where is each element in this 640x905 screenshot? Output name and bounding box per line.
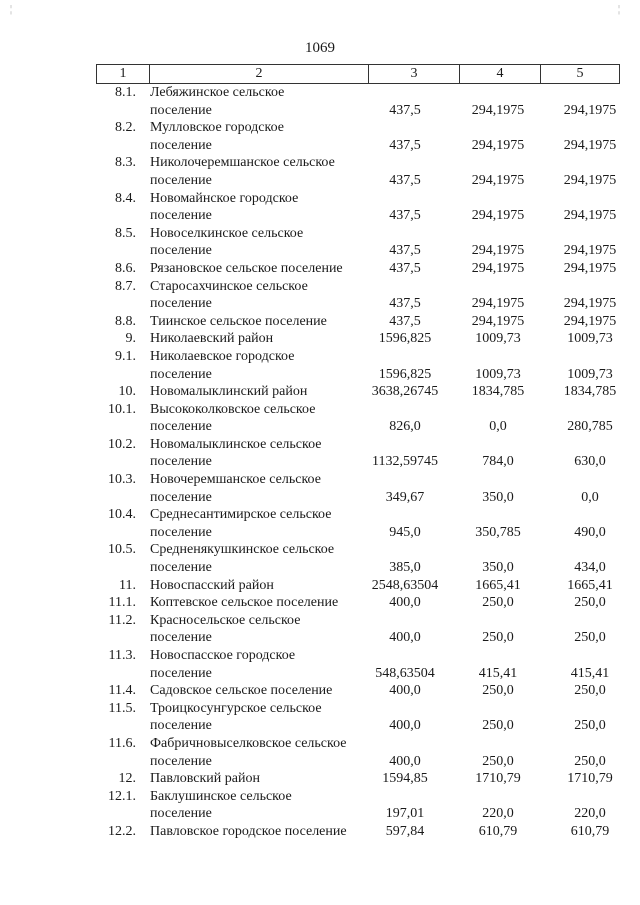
row-name-line: поселение [150, 806, 212, 822]
row-name-line: поселение [150, 137, 212, 153]
value-col5: 280,785 [567, 419, 613, 435]
row-number: 11.5. [108, 700, 136, 716]
row-name [150, 700, 365, 735]
row-name [150, 383, 365, 401]
row-number: 9.1. [115, 348, 136, 364]
row-name-line: Новоспасский район [150, 577, 274, 593]
row-number: 8.6. [115, 260, 136, 276]
row-name-line: поселение [150, 753, 212, 769]
row-name-line: Павловский район [150, 771, 260, 787]
value-col5: 294,1975 [563, 296, 617, 312]
row-name-line: Старосахчинское сельское [150, 278, 308, 294]
value-col3: 385,0 [389, 560, 421, 576]
row-name [150, 612, 365, 647]
row-name-line: поселение [150, 454, 212, 470]
value-col4: 250,0 [482, 753, 514, 769]
value-col4: 415,41 [478, 665, 518, 681]
table-row [0, 700, 640, 735]
table-row [0, 577, 640, 595]
row-name [150, 225, 365, 260]
value-col5: 434,0 [574, 560, 606, 576]
row-name-line: Красносельское сельское [150, 612, 301, 628]
row-name [150, 541, 365, 576]
row-number: 9. [125, 331, 136, 347]
row-name-line: Среднесантимирское сельское [150, 507, 332, 523]
value-col4: 250,0 [482, 718, 514, 734]
row-name [150, 119, 365, 154]
row-name-line: Новочеремшанское сельское [150, 472, 321, 488]
value-col3: 1132,59745 [372, 454, 438, 470]
value-col4: 350,785 [475, 524, 521, 540]
table-row [0, 84, 640, 119]
row-name-line: Николаевский район [150, 331, 274, 347]
value-col4: 0,0 [489, 419, 507, 435]
value-col4: 1009,73 [475, 331, 521, 347]
table-body [0, 84, 640, 841]
row-number: 11. [119, 577, 136, 593]
value-col4: 294,1975 [471, 313, 525, 329]
value-col4: 294,1975 [471, 208, 525, 224]
value-col4: 294,1975 [471, 260, 525, 276]
value-col4: 250,0 [482, 683, 514, 699]
value-col5: 1710,79 [567, 771, 613, 787]
table-row [0, 383, 640, 401]
value-col5: 294,1975 [563, 243, 617, 259]
value-col3: 400,0 [389, 753, 421, 769]
row-number: 10.3. [108, 472, 136, 488]
value-col3: 826,0 [389, 419, 421, 435]
row-name [150, 260, 365, 278]
row-name-line: Новомалыклинский район [150, 384, 308, 400]
row-name [150, 471, 365, 506]
row-number: 10.4. [108, 507, 136, 523]
row-name-line: Садовское сельское поселение [150, 683, 333, 699]
row-name-line: Мулловское городское [150, 120, 284, 136]
row-name-line: Новомалыклинское сельское [150, 436, 322, 452]
value-col5: 250,0 [574, 718, 606, 734]
value-col5: 250,0 [574, 630, 606, 646]
table-row [0, 260, 640, 278]
row-number: 11.2. [108, 612, 136, 628]
value-col3: 400,0 [389, 595, 421, 611]
value-col4: 294,1975 [471, 102, 525, 118]
row-name [150, 823, 365, 841]
value-col5: 610,79 [570, 823, 610, 839]
value-col5: 415,41 [570, 665, 610, 681]
value-col3: 1594,85 [382, 771, 428, 787]
table-row [0, 401, 640, 436]
row-name-line: поселение [150, 524, 212, 540]
value-col4: 610,79 [478, 823, 518, 839]
value-col4: 1710,79 [475, 771, 521, 787]
value-col3: 400,0 [389, 630, 421, 646]
row-name-line: Рязановское сельское поселение [150, 260, 343, 276]
row-name [150, 330, 365, 348]
row-number: 10.2. [108, 436, 136, 452]
row-name-line: Николаевское городское [150, 348, 295, 364]
value-col4: 350,0 [482, 560, 514, 576]
column-header-3: 3 [369, 65, 460, 84]
row-number: 8.1. [115, 85, 136, 100]
value-col4: 1009,73 [475, 366, 521, 382]
value-col5: 294,1975 [563, 208, 617, 224]
column-header-1: 1 [97, 65, 150, 84]
value-col4: 1665,41 [475, 577, 521, 593]
value-col4: 250,0 [482, 595, 514, 611]
value-col3: 437,5 [389, 243, 421, 259]
row-name-line: поселение [150, 243, 212, 259]
value-col4: 250,0 [482, 630, 514, 646]
column-header-5: 5 [541, 65, 620, 84]
row-number: 8.2. [115, 120, 136, 136]
table-row [0, 541, 640, 576]
value-col3: 437,5 [389, 208, 421, 224]
row-name-line: Павловское городское поселение [150, 823, 347, 839]
row-name-line: Новоспасское городское [150, 648, 296, 663]
value-col3: 1596,825 [378, 331, 432, 347]
row-name-line: Троицкосунгурское сельское [150, 700, 322, 716]
value-col5: 1009,73 [567, 366, 613, 382]
value-col5: 294,1975 [563, 102, 617, 118]
row-name-line: поселение [150, 296, 212, 312]
row-name [150, 313, 365, 331]
value-col3: 437,5 [389, 260, 421, 276]
row-name [150, 348, 365, 383]
row-name [150, 788, 365, 823]
value-col4: 350,0 [482, 489, 514, 505]
value-col5: 1009,73 [567, 331, 613, 347]
row-name [150, 506, 365, 541]
row-name-line: Тиинское сельское поселение [150, 313, 327, 329]
row-name-line: Баклушинское сельское [150, 788, 292, 804]
value-col3: 197,01 [385, 806, 425, 822]
table-row [0, 735, 640, 770]
value-col5: 250,0 [574, 595, 606, 611]
row-number: 10. [118, 384, 136, 400]
column-header-row [96, 64, 620, 84]
value-col4: 294,1975 [471, 243, 525, 259]
value-col3: 437,5 [389, 172, 421, 188]
row-name-line: поселение [150, 630, 212, 646]
row-number: 11.3. [108, 648, 136, 663]
scan-mark: ¦ [10, 4, 13, 15]
row-name-line: Средненякушкинское сельское [150, 542, 335, 558]
row-number: 8.7. [115, 278, 136, 294]
row-number: 10.5. [108, 542, 136, 558]
value-col4: 294,1975 [471, 137, 525, 153]
value-col4: 1834,785 [471, 384, 525, 400]
table-row [0, 612, 640, 647]
value-col4: 784,0 [482, 454, 514, 470]
value-col5: 0,0 [581, 489, 599, 505]
table-row [0, 647, 640, 682]
table-row [0, 823, 640, 841]
row-name [150, 577, 365, 595]
row-name-line: поселение [150, 208, 212, 224]
value-col5: 294,1975 [563, 172, 617, 188]
row-name [150, 647, 365, 682]
value-col5: 250,0 [574, 683, 606, 699]
row-number: 8.8. [115, 313, 136, 329]
table-row [0, 471, 640, 506]
value-col4: 220,0 [482, 806, 514, 822]
row-name [150, 190, 365, 225]
row-number: 11.4. [108, 683, 136, 699]
row-name-line: Новомайнское городское [150, 190, 299, 206]
value-col3: 2548,63504 [371, 577, 439, 593]
value-col3: 3638,26745 [371, 384, 439, 400]
value-col3: 400,0 [389, 683, 421, 699]
table-row [0, 348, 640, 383]
row-name-line: поселение [150, 665, 212, 681]
value-col4: 294,1975 [471, 296, 525, 312]
value-col5: 294,1975 [563, 260, 617, 276]
row-name-line: поселение [150, 560, 212, 576]
value-col3: 1596,825 [378, 366, 432, 382]
value-col3: 400,0 [389, 718, 421, 734]
row-name [150, 278, 365, 313]
row-name [150, 682, 365, 700]
value-col5: 294,1975 [563, 137, 617, 153]
value-col5: 294,1975 [563, 313, 617, 329]
row-name [150, 770, 365, 788]
table-row [0, 225, 640, 260]
table-row [0, 436, 640, 471]
row-name-line: Коптевское сельское поселение [150, 595, 339, 611]
column-header-2: 2 [150, 65, 369, 84]
page-number: 1069 [305, 40, 335, 56]
value-col3: 437,5 [389, 296, 421, 312]
column-header-4: 4 [460, 65, 541, 84]
row-number: 12. [118, 771, 136, 787]
row-name-line: поселение [150, 366, 212, 382]
table-row [0, 682, 640, 700]
value-col5: 630,0 [574, 454, 606, 470]
value-col5: 490,0 [574, 524, 606, 540]
table-row [0, 770, 640, 788]
row-name-line: Николочеремшанское сельское [150, 155, 335, 171]
row-name [150, 154, 365, 189]
row-name-line: поселение [150, 102, 212, 118]
value-col5: 1834,785 [563, 384, 617, 400]
value-col4: 294,1975 [471, 172, 525, 188]
value-col3: 437,5 [389, 137, 421, 153]
value-col3: 437,5 [389, 102, 421, 118]
row-number: 12.2. [108, 823, 136, 839]
row-name-line: поселение [150, 718, 212, 734]
row-number: 12.1. [108, 788, 136, 804]
row-name-line: поселение [150, 489, 212, 505]
value-col3: 437,5 [389, 313, 421, 329]
row-number: 10.1. [108, 401, 136, 417]
row-number: 8.5. [115, 225, 136, 241]
row-number: 8.4. [115, 190, 136, 206]
row-name-line: поселение [150, 419, 212, 435]
row-number: 11.1. [108, 595, 136, 611]
row-number: 11.6. [108, 735, 136, 751]
row-name-line: Фабричновыселковское сельское [150, 735, 347, 751]
value-col5: 1665,41 [567, 577, 613, 593]
row-name [150, 84, 365, 119]
table-row [0, 594, 640, 612]
row-name [150, 436, 365, 471]
value-col5: 250,0 [574, 753, 606, 769]
row-name [150, 594, 365, 612]
value-col3: 349,67 [385, 489, 425, 505]
row-name [150, 735, 365, 770]
row-name [150, 401, 365, 436]
row-name-line: Новоселкинское сельское [150, 225, 304, 241]
value-col3: 945,0 [389, 524, 421, 540]
table-row [0, 154, 640, 189]
row-name-line: поселение [150, 172, 212, 188]
value-col3: 548,63504 [375, 665, 435, 681]
row-name-line: Высококолковское сельское [150, 401, 316, 417]
value-col5: 220,0 [574, 806, 606, 822]
table-row [0, 278, 640, 313]
table-row [0, 313, 640, 331]
row-name-line: Лебяжинское сельское [150, 85, 285, 100]
row-number: 8.3. [115, 155, 136, 171]
table-row [0, 788, 640, 823]
value-col3: 597,84 [385, 823, 425, 839]
table-row [0, 190, 640, 225]
table-row [0, 119, 640, 154]
table-row [0, 330, 640, 348]
table-row [0, 506, 640, 541]
scan-mark: ¦ [618, 4, 621, 15]
